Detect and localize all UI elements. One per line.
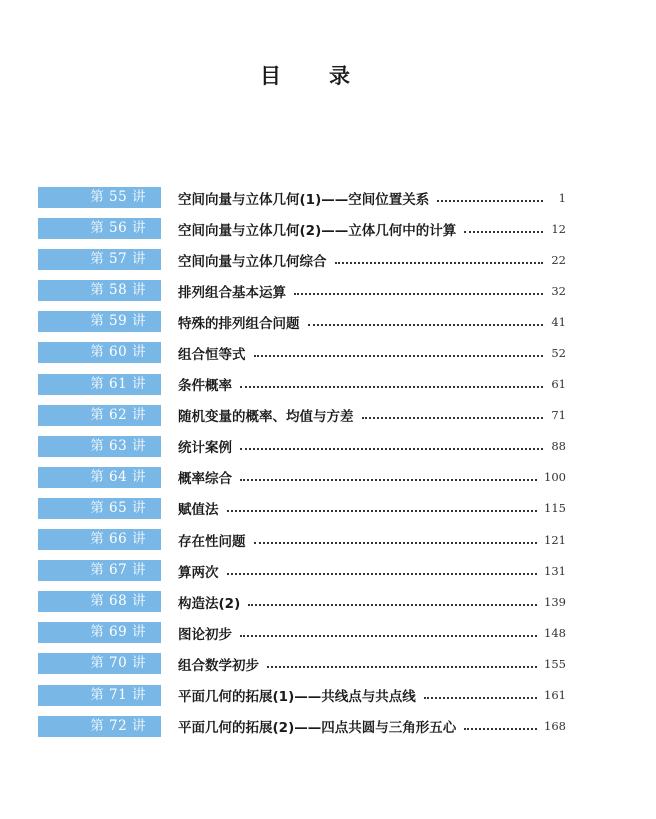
toc-entry-title: 算两次 [178,564,219,581]
toc-row[interactable] [38,529,566,550]
toc-entry-title: 空间向量与立体几何(1)——空间位置关系 [178,191,430,208]
toc-page-number: 161 [544,688,566,702]
lecture-number-badge: 第 63 讲 [38,436,161,457]
toc-page-number: 32 [551,283,566,298]
toc-entry [178,622,566,643]
toc-row[interactable] [38,622,566,643]
toc-entry [178,405,566,426]
toc-entry [178,685,566,706]
toc-page-number: 148 [544,625,566,640]
lecture-number-badge: 第 67 讲 [38,560,161,581]
toc-page-number: 139 [544,594,566,609]
toc-row[interactable] [38,653,566,674]
toc-page-number: 12 [551,221,566,236]
dot-leader [227,510,538,512]
toc-entry-title: 赋值法 [178,502,219,519]
lecture-number-badge: 第 62 讲 [38,405,161,426]
toc-row[interactable] [38,685,566,706]
dot-leader [254,542,538,544]
toc-row[interactable] [38,591,566,612]
dot-leader [294,293,543,295]
toc-entry [178,311,566,332]
dot-leader [240,479,537,481]
dot-leader [240,635,537,637]
toc-entry [178,716,566,737]
toc-page-number: 115 [544,501,566,516]
toc-row[interactable] [38,498,566,519]
dot-leader [308,324,544,326]
toc-entry-title: 存在性问题 [178,533,246,550]
lecture-number-badge: 第 69 讲 [38,622,161,643]
dot-leader [248,604,537,606]
toc-entry-title: 条件概率 [178,378,232,395]
toc-entry [178,498,566,519]
toc-entry-title: 平面几何的拓展(1)——共线点与共点线 [178,689,416,705]
dot-leader [362,417,544,419]
toc-row[interactable] [38,187,566,208]
toc-entry-title: 构造法(2) [178,595,241,612]
toc-row[interactable] [38,342,566,363]
dot-leader [267,666,537,668]
page-title [0,60,610,90]
toc-entry-title: 平面几何的拓展(2)——四点共圆与三角形五心 [178,720,457,737]
toc-entry [178,529,566,550]
toc-entry [178,560,566,581]
lecture-number-badge: 第 57 讲 [38,249,161,270]
toc-page-number: 1 [558,190,566,205]
toc-entry-title: 组合数学初步 [178,657,259,674]
toc-entry [178,467,566,488]
lecture-number-badge: 第 59 讲 [38,311,161,332]
toc-page-number: 22 [551,252,566,267]
dot-leader [335,262,544,264]
dot-leader [464,728,537,730]
lecture-number-badge: 第 71 讲 [38,685,161,706]
toc-page-number: 71 [551,408,566,423]
toc-entry [178,218,566,239]
toc-entry [178,436,566,457]
lecture-number-badge: 第 65 讲 [38,498,161,519]
lecture-number-badge: 第 60 讲 [38,342,161,363]
lecture-number-badge: 第 68 讲 [38,591,161,612]
toc-row[interactable] [38,374,566,395]
toc-page-number: 52 [551,345,566,360]
toc-entry-title: 空间向量与立体几何(2)——立体几何中的计算 [178,222,457,239]
toc-page-number: 131 [544,563,566,578]
toc-entry-title: 空间向量与立体几何综合 [178,253,327,270]
toc-row[interactable] [38,249,566,270]
page-title-char-2: 录 [329,64,350,88]
toc-entry [178,280,566,301]
toc-row[interactable] [38,405,566,426]
toc-row[interactable] [38,436,566,457]
toc-entry [178,342,566,363]
toc-entry [178,653,566,674]
toc-entry [178,591,566,612]
dot-leader [464,231,543,233]
toc-page-number: 121 [544,532,566,547]
toc-row[interactable] [38,311,566,332]
dot-leader [240,448,543,450]
table-of-contents [38,187,566,747]
page-title-char-1: 目 [260,64,281,88]
lecture-number-badge: 第 61 讲 [38,374,161,395]
dot-leader [424,697,537,699]
toc-page-number: 41 [551,314,566,329]
toc-page-number: 168 [544,719,566,734]
toc-page-number: 100 [544,470,566,485]
toc-entry [178,249,566,270]
toc-page-number: 61 [551,377,566,392]
lecture-number-badge: 第 72 讲 [38,716,161,737]
lecture-number-badge: 第 58 讲 [38,280,161,301]
toc-entry-title: 排列组合基本运算 [178,284,286,301]
dot-leader [227,573,538,575]
toc-entry-title: 概率综合 [178,471,232,488]
toc-row[interactable] [38,716,566,737]
toc-page-number: 155 [544,656,566,671]
lecture-number-badge: 第 64 讲 [38,467,161,488]
toc-row[interactable] [38,467,566,488]
dot-leader [437,200,543,202]
dot-leader [254,355,544,357]
lecture-number-badge: 第 70 讲 [38,653,161,674]
toc-entry-title: 图论初步 [178,626,232,643]
dot-leader [240,386,543,388]
toc-page-number: 88 [551,439,566,454]
toc-row[interactable] [38,560,566,581]
toc-entry-title: 随机变量的概率、均值与方差 [178,409,354,426]
lecture-number-badge: 第 66 讲 [38,529,161,550]
toc-entry-title: 统计案例 [178,440,232,457]
toc-row[interactable] [38,280,566,301]
lecture-number-badge: 第 55 讲 [38,187,161,208]
toc-entry-title: 组合恒等式 [178,346,246,363]
toc-entry [178,187,566,208]
toc-entry [178,374,566,395]
lecture-number-badge: 第 56 讲 [38,218,161,239]
toc-entry-title: 特殊的排列组合问题 [178,315,300,332]
toc-row[interactable] [38,218,566,239]
